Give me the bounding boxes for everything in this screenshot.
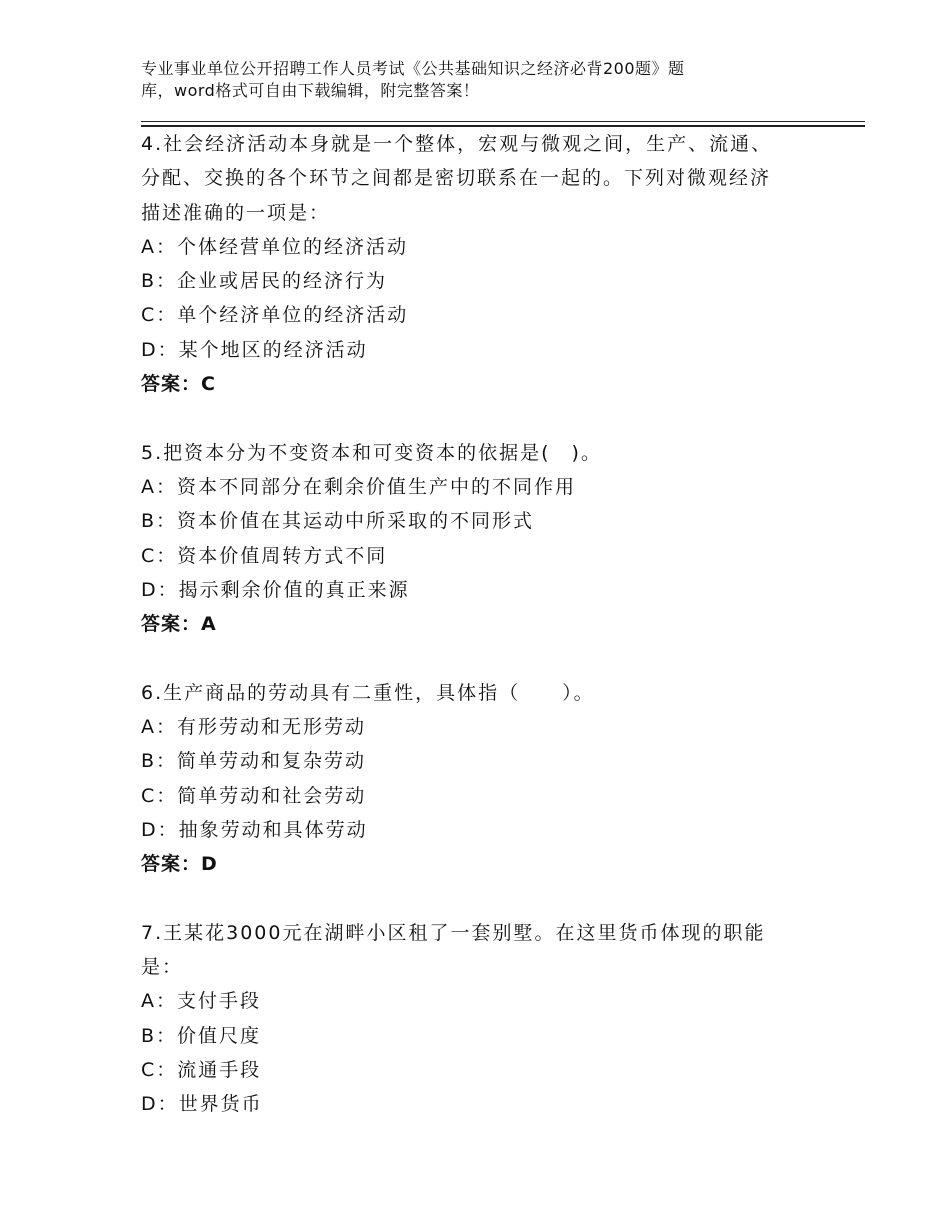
question-stem-line: 是： xyxy=(141,956,184,979)
answer-label: 答案：D xyxy=(141,853,218,876)
option-a: A：个体经营单位的经济活动 xyxy=(141,235,408,258)
option-a: A：支付手段 xyxy=(141,990,261,1013)
option-c: C：资本价值周转方式不同 xyxy=(141,544,388,567)
question-stem-line: 7.王某花3000元在湖畔小区租了一套别墅。在这里货币体现的职能 xyxy=(141,921,766,944)
answer-label: 答案：C xyxy=(141,373,216,396)
option-c: C：流通手段 xyxy=(141,1059,262,1082)
question-spacer xyxy=(141,401,831,435)
question-stem-line: 描述准确的一项是： xyxy=(141,201,331,224)
question-stem-line: 5.把资本分为不变资本和可变资本的依据是( )。 xyxy=(141,441,602,464)
question-spacer xyxy=(141,882,831,916)
option-c: C：单个经济单位的经济活动 xyxy=(141,304,409,327)
question-7 xyxy=(141,916,831,1122)
option-d: D：揭示剩余价值的真正来源 xyxy=(141,578,410,601)
question-4 xyxy=(141,127,831,401)
option-b: B：简单劳动和复杂劳动 xyxy=(141,750,367,773)
question-6 xyxy=(141,676,831,882)
document-header xyxy=(141,58,781,102)
option-b: B：企业或居民的经济行为 xyxy=(141,270,388,293)
question-5 xyxy=(141,436,831,642)
option-d: D：某个地区的经济活动 xyxy=(141,338,368,361)
option-a: A：资本不同部分在剩余价值生产中的不同作用 xyxy=(141,475,576,498)
question-stem-line: 分配、交换的各个环节之间都是密切联系在一起的。下列对微观经济 xyxy=(141,167,772,190)
header-rule-thin xyxy=(141,121,865,122)
answer-label: 答案：A xyxy=(141,613,217,636)
question-list xyxy=(141,127,831,1122)
option-b: B：资本价值在其运动中所采取的不同形式 xyxy=(141,510,535,533)
question-stem-line: 6.生产商品的劳动具有二重性，具体指（ ）。 xyxy=(141,681,595,704)
question-stem-line: 4.社会经济活动本身就是一个整体，宏观与微观之间，生产、流通、 xyxy=(141,133,773,155)
option-d: D：抽象劳动和具体劳动 xyxy=(141,818,368,841)
header-line-1: 专业事业单位公开招聘工作人员考试《公共基础知识之经济必背200题》题 xyxy=(141,59,685,78)
option-b: B：价值尺度 xyxy=(141,1024,262,1047)
option-c: C：简单劳动和社会劳动 xyxy=(141,784,367,807)
option-a: A：有形劳动和无形劳动 xyxy=(141,716,366,739)
option-d: D：世界货币 xyxy=(141,1093,263,1116)
header-line-2: 库，word格式可自由下载编辑，附完整答案！ xyxy=(141,81,480,100)
question-spacer xyxy=(141,641,831,675)
